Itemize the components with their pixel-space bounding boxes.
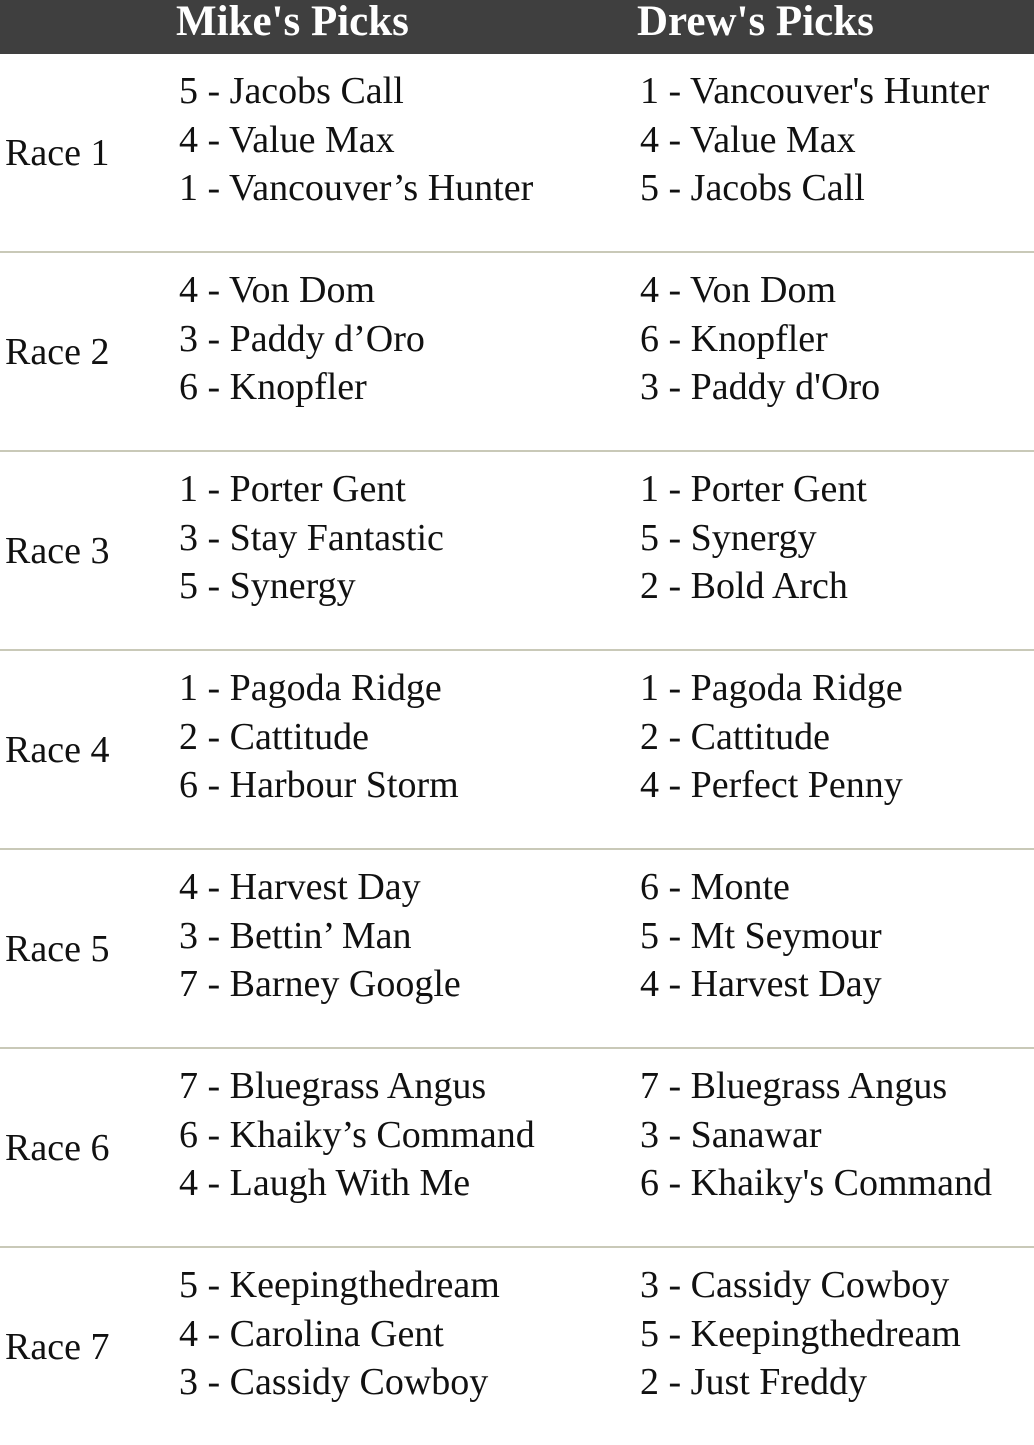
pick-item: 5 - Jacobs Call <box>640 167 865 209</box>
race-label: Race 5 <box>5 927 110 970</box>
pick-item: 5 - Keepingthedream <box>640 1312 961 1355</box>
race-row-5 <box>0 850 1034 1049</box>
mikes-picks-list <box>179 664 459 810</box>
race-row-3 <box>0 452 1034 651</box>
drews-picks-list <box>640 1261 961 1407</box>
pick-item: 2 - Cattitude <box>640 715 830 758</box>
pick-item: 7 - Barney Google <box>179 963 461 1005</box>
pick-item: 2 - Bold Arch <box>640 565 848 607</box>
drews-picks-list <box>640 1062 992 1208</box>
drews-picks-list <box>640 67 989 213</box>
pick-item: 3 - Paddy d’Oro <box>179 317 425 360</box>
pick-item: 5 - Jacobs Call <box>179 70 404 112</box>
pick-item: 3 - Paddy d'Oro <box>640 366 881 408</box>
pick-item: 3 - Cassidy Cowboy <box>640 1264 950 1306</box>
pick-item: 3 - Bettin’ Man <box>179 914 412 957</box>
pick-item: 6 - Knopfler <box>640 317 828 360</box>
pick-item: 6 - Harbour Storm <box>179 764 459 806</box>
pick-item: 5 - Keepingthedream <box>179 1264 500 1306</box>
pick-item: 6 - Knopfler <box>179 366 367 408</box>
pick-item: 7 - Bluegrass Angus <box>179 1065 487 1107</box>
mikes-picks-list <box>179 67 533 213</box>
race-label: Race 6 <box>5 1126 110 1169</box>
race-label: Race 7 <box>5 1325 110 1368</box>
pick-item: 4 - Laugh With Me <box>179 1162 471 1204</box>
pick-item: 7 - Bluegrass Angus <box>640 1065 948 1107</box>
mikes-picks-list <box>179 266 425 412</box>
pick-item: 1 - Vancouver’s Hunter <box>179 167 534 209</box>
pick-item: 1 - Pagoda Ridge <box>179 667 442 709</box>
pick-item: 1 - Pagoda Ridge <box>640 667 903 709</box>
pick-item: 4 - Value Max <box>179 118 395 161</box>
pick-item: 5 - Mt Seymour <box>640 914 882 957</box>
pick-item: 3 - Sanawar <box>640 1113 822 1156</box>
pick-item: 6 - Monte <box>640 866 790 908</box>
race-row-7 <box>0 1248 1034 1445</box>
pick-item: 4 - Carolina Gent <box>179 1312 444 1355</box>
pick-item: 6 - Khaiky’s Command <box>179 1113 535 1156</box>
race-label: Race 1 <box>5 131 110 174</box>
pick-item: 3 - Stay Fantastic <box>179 516 444 559</box>
pick-item: 4 - Value Max <box>640 118 856 161</box>
table-header <box>0 0 1034 54</box>
pick-item: 2 - Cattitude <box>179 715 369 758</box>
pick-item: 2 - Just Freddy <box>640 1361 867 1403</box>
pick-item: 5 - Synergy <box>179 565 356 607</box>
pick-item: 6 - Khaiky's Command <box>640 1162 992 1204</box>
drews-picks-heading: Drew's Picks <box>637 0 874 45</box>
pick-item: 1 - Porter Gent <box>179 468 406 510</box>
mikes-picks-list <box>179 465 444 611</box>
pick-item: 5 - Synergy <box>640 516 817 559</box>
race-row-4 <box>0 651 1034 850</box>
pick-item: 4 - Harvest Day <box>179 866 421 908</box>
drews-picks-list <box>640 465 867 611</box>
race-row-6 <box>0 1049 1034 1248</box>
pick-item: 4 - Von Dom <box>640 269 837 311</box>
drews-picks-list <box>640 664 903 810</box>
pick-item: 4 - Von Dom <box>179 269 376 311</box>
race-row-2 <box>0 253 1034 452</box>
pick-item: 1 - Vancouver's Hunter <box>640 70 990 112</box>
mikes-picks-heading: Mike's Picks <box>176 0 409 45</box>
pick-item: 4 - Harvest Day <box>640 963 882 1005</box>
mikes-picks-list <box>179 1261 500 1407</box>
race-label: Race 4 <box>5 728 110 771</box>
race-row-1 <box>0 54 1034 253</box>
race-label: Race 3 <box>5 529 110 572</box>
mikes-picks-list <box>179 1062 535 1208</box>
pick-item: 1 - Porter Gent <box>640 468 867 510</box>
drews-picks-list <box>640 863 882 1009</box>
mikes-picks-list <box>179 863 461 1009</box>
pick-item: 4 - Perfect Penny <box>640 764 903 806</box>
drews-picks-list <box>640 266 880 412</box>
race-label: Race 2 <box>5 330 110 373</box>
pick-item: 3 - Cassidy Cowboy <box>179 1361 489 1403</box>
